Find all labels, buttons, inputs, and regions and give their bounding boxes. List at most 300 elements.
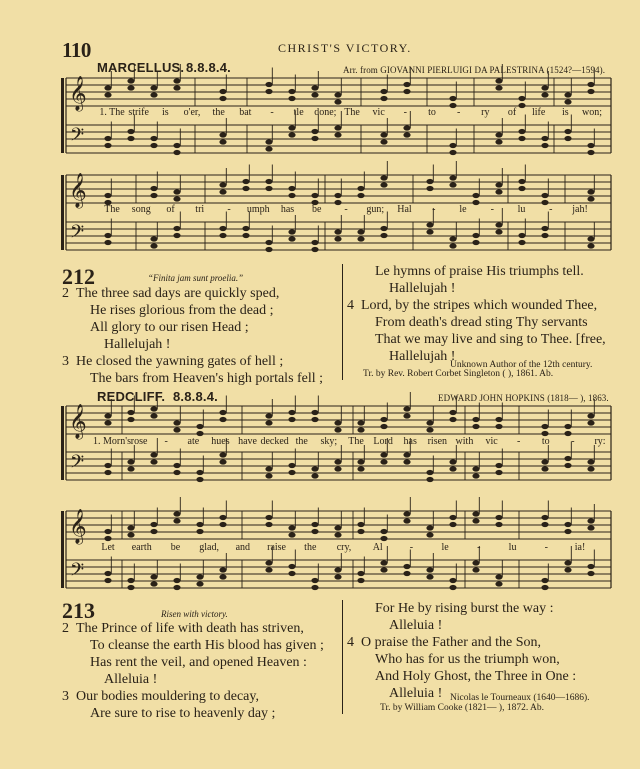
lyric-syllable: won; (582, 107, 602, 118)
verse-line (62, 688, 259, 705)
lyric-syllable: song (131, 204, 151, 215)
note-head (173, 189, 180, 194)
note-head (150, 186, 157, 191)
note-head (311, 240, 318, 245)
bass-clef: 𝄢 (70, 125, 85, 150)
lyric-line (0, 542, 640, 556)
note-head (564, 522, 571, 527)
note-head (587, 571, 594, 576)
note-head (518, 240, 525, 245)
note-head (541, 459, 548, 464)
lyric-syllable: le (441, 542, 449, 553)
treble-clef: 𝄞 (69, 173, 87, 208)
note-head (334, 574, 341, 579)
note-head (541, 233, 548, 238)
verse-text: Who has for us the triumph won, (375, 652, 560, 667)
note-head (265, 240, 272, 245)
note-head (541, 92, 548, 97)
translator-credit: Tr. by Rev. Robert Corbet Singleton ( ), 1861. Ab. (363, 369, 554, 379)
bass-clef: 𝄢 (70, 560, 85, 585)
note-head (311, 466, 318, 471)
note-head (219, 459, 226, 464)
note-head (150, 413, 157, 418)
verse-text: He closed the yawning gates of hell ; (76, 354, 284, 369)
note-head (449, 585, 456, 590)
note-head (495, 132, 502, 137)
note-head (449, 182, 456, 187)
syllable-hyphen: - (164, 436, 168, 447)
note-head (357, 466, 364, 471)
note-head (311, 417, 318, 422)
note-head (334, 427, 341, 432)
note-head (403, 452, 410, 457)
note-head (219, 417, 226, 422)
note-head (426, 427, 433, 432)
lyric-syllable: cry, (336, 542, 352, 553)
note-head (150, 581, 157, 586)
verse-line (62, 353, 283, 370)
note-head (587, 82, 594, 87)
lyric-syllable: ry: (594, 436, 606, 447)
verse-text: And Holy Ghost, the Three in One : (375, 669, 577, 684)
note-head (311, 410, 318, 415)
lyric-syllable: 1. Morn's (93, 436, 131, 447)
verse-line (347, 331, 606, 348)
note-head (104, 193, 111, 198)
lyric-syllable: is (161, 107, 169, 118)
verse-line (62, 370, 323, 387)
note-head (219, 96, 226, 101)
note-head (357, 420, 364, 425)
lyric-syllable: the (295, 436, 308, 447)
author-credit: Unknown Author of the 12th century. (450, 360, 593, 370)
note-head (104, 571, 111, 576)
syllable-hyphen: - (432, 204, 436, 215)
note-head (104, 136, 111, 141)
note-head (380, 459, 387, 464)
verse-text: Are sure to rise to heavenly day ; (90, 706, 276, 721)
lyric-syllable: life (531, 107, 546, 118)
note-head (380, 132, 387, 137)
note-head (495, 229, 502, 234)
translator-credit: Tr. by William Cooke (1821— ), 1872. Ab. (380, 703, 545, 713)
note-head (311, 247, 318, 252)
note-head (219, 182, 226, 187)
verse-line (62, 285, 279, 302)
note-head (449, 143, 456, 148)
verse-text: Alleluia ! (389, 686, 443, 701)
note-head (587, 89, 594, 94)
hymn-motto: Risen with victory. (161, 609, 228, 619)
lyric-syllable: Let (101, 542, 115, 553)
lyric-syllable: of (507, 107, 517, 118)
note-head (150, 136, 157, 141)
tune-name: MARCELLUS. (97, 60, 185, 75)
note-head (311, 529, 318, 534)
lyric-syllable: done; (314, 107, 337, 118)
note-head (104, 463, 111, 468)
hymn-number: 212 (62, 264, 95, 289)
note-head (311, 522, 318, 527)
lyric-syllable: lu (508, 542, 517, 553)
section-title: CHRIST'S VICTORY. (278, 41, 412, 55)
note-head (265, 89, 272, 94)
note-head (196, 574, 203, 579)
note-head (265, 146, 272, 151)
note-head (495, 139, 502, 144)
note-head (564, 456, 571, 461)
note-head (587, 189, 594, 194)
syllable-hyphen: - (490, 204, 494, 215)
note-head (173, 585, 180, 590)
lyric-syllable: Lord (373, 436, 393, 447)
verse-number: 3 (62, 689, 69, 704)
note-head (380, 560, 387, 565)
note-head (219, 226, 226, 231)
note-head (219, 89, 226, 94)
lyric-syllable: risen (427, 436, 448, 447)
verse-text: For He by rising burst the way : (375, 601, 554, 616)
note-head (150, 529, 157, 534)
note-head (449, 417, 456, 422)
note-head (564, 529, 571, 534)
note-head (334, 236, 341, 241)
composer-credit: EDWARD JOHN HOPKINS (1818— ), 1863. (438, 393, 609, 403)
note-head (587, 466, 594, 471)
lyric-syllable: The (344, 107, 360, 118)
note-head (403, 82, 410, 87)
lyric-syllable: The (104, 204, 120, 215)
note-head (380, 226, 387, 231)
note-head (403, 406, 410, 411)
note-head (127, 585, 134, 590)
note-head (403, 564, 410, 569)
lyric-syllable: bat (239, 107, 252, 118)
note-head (334, 525, 341, 530)
note-head (219, 515, 226, 520)
note-head (426, 525, 433, 530)
lyric-syllable: is (561, 107, 569, 118)
note-head (265, 473, 272, 478)
treble-clef: 𝄞 (69, 404, 87, 439)
note-head (449, 243, 456, 248)
note-head (587, 243, 594, 248)
note-head (426, 420, 433, 425)
note-head (104, 420, 111, 425)
syllable-hyphen: - (270, 107, 274, 118)
verse-text: He rises glorious from the dead ; (90, 303, 274, 318)
lyric-syllable: the (304, 542, 317, 553)
lyric-syllable: to (428, 107, 436, 118)
lyric-syllable: tri (195, 204, 205, 215)
note-head (334, 532, 341, 537)
verse-text: Lord, by the stripes which wounded Thee, (361, 298, 598, 313)
note-head (357, 529, 364, 534)
note-head (127, 532, 134, 537)
note-head (380, 424, 387, 429)
note-head (265, 413, 272, 418)
note-head (334, 92, 341, 97)
syllable-hyphen: - (549, 204, 553, 215)
note-head (380, 417, 387, 422)
note-head (104, 536, 111, 541)
verse-line (347, 314, 588, 331)
note-head (219, 189, 226, 194)
lyric-syllable: earth (131, 542, 152, 553)
note-head (265, 567, 272, 572)
verse-text: Le hymns of praise His triumphs tell. (375, 264, 584, 279)
lyric-syllable: o'er, (183, 107, 201, 118)
note-head (288, 410, 295, 415)
note-head (127, 417, 134, 422)
note-head (587, 518, 594, 523)
note-head (104, 470, 111, 475)
verse-text: Alleluia ! (104, 672, 158, 687)
note-head (173, 470, 180, 475)
verse-line (347, 685, 442, 702)
verse-line (62, 705, 275, 722)
note-head (173, 78, 180, 83)
note-head (426, 179, 433, 184)
note-head (150, 92, 157, 97)
note-head (380, 182, 387, 187)
verse-line (62, 620, 304, 637)
note-head (449, 459, 456, 464)
lyric-syllable: ry (481, 107, 490, 118)
lyric-syllable: to (541, 436, 550, 447)
note-head (334, 132, 341, 137)
note-head (265, 522, 272, 527)
note-head (173, 196, 180, 201)
note-head (541, 466, 548, 471)
note-head (403, 571, 410, 576)
verse-number: 3 (62, 354, 69, 369)
note-head (472, 560, 479, 565)
note-head (403, 518, 410, 523)
note-head (288, 236, 295, 241)
note-head (196, 581, 203, 586)
note-head (127, 78, 134, 83)
note-head (150, 406, 157, 411)
note-head (288, 463, 295, 468)
note-head (564, 129, 571, 134)
note-head (495, 424, 502, 429)
verse-text: The Prince of life with death has striven, (76, 621, 304, 636)
note-head (334, 229, 341, 234)
note-head (357, 236, 364, 241)
lyric-syllable: The (348, 436, 364, 447)
note-head (380, 139, 387, 144)
note-head (288, 132, 295, 137)
note-head (150, 522, 157, 527)
note-head (426, 470, 433, 475)
tune-meter: 8.8.8.4. (186, 60, 231, 75)
note-head (104, 413, 111, 418)
note-head (587, 143, 594, 148)
note-head (564, 560, 571, 565)
note-head (173, 420, 180, 425)
note-head (173, 427, 180, 432)
note-head (472, 466, 479, 471)
note-head (449, 96, 456, 101)
note-head (449, 175, 456, 180)
verse-number: 4 (347, 298, 354, 313)
note-head (449, 578, 456, 583)
note-head (104, 233, 111, 238)
note-head (288, 470, 295, 475)
lyric-syllable: has (403, 436, 417, 447)
note-head (541, 143, 548, 148)
lyric-line (0, 436, 640, 450)
note-head (127, 459, 134, 464)
author-credit: Nicolas le Tourneaux (1640—1686). (450, 693, 590, 703)
note-head (495, 470, 502, 475)
note-head (472, 417, 479, 422)
lyric-syllable: le (459, 204, 467, 215)
note-head (357, 578, 364, 583)
note-head (242, 186, 249, 191)
lyric-syllable: Al (372, 542, 383, 553)
note-head (472, 233, 479, 238)
note-head (541, 424, 548, 429)
lyric-syllable: decked (260, 436, 289, 447)
lyric-syllable: with (455, 436, 474, 447)
verse-line (347, 297, 597, 314)
verse-line (347, 263, 584, 280)
note-head (495, 182, 502, 187)
note-head (426, 532, 433, 537)
note-head (173, 233, 180, 238)
lyric-syllable: ate (187, 436, 200, 447)
note-head (541, 522, 548, 527)
note-head (288, 417, 295, 422)
note-head (587, 150, 594, 155)
verse-line (347, 600, 553, 617)
note-head (449, 150, 456, 155)
note-head (518, 96, 525, 101)
note-head (472, 424, 479, 429)
lyric-syllable: umph (246, 204, 270, 215)
verse-text: Hallelujah ! (389, 281, 456, 296)
note-head (150, 85, 157, 90)
page-number: 110 (62, 38, 91, 62)
note-head (426, 477, 433, 482)
note-head (357, 459, 364, 464)
verse-line (62, 671, 157, 688)
note-head (334, 459, 341, 464)
syllable-hyphen: - (516, 436, 521, 447)
note-head (564, 99, 571, 104)
verse-line (62, 637, 324, 654)
note-head (288, 525, 295, 530)
lyric-syllable: vic (372, 107, 385, 118)
note-head (403, 125, 410, 130)
note-head (104, 92, 111, 97)
note-head (495, 581, 502, 586)
note-head (173, 578, 180, 583)
note-head (311, 473, 318, 478)
verse-line (347, 634, 541, 651)
note-head (104, 85, 111, 90)
note-head (173, 463, 180, 468)
note-head (104, 143, 111, 148)
lyric-syllable: be (170, 542, 181, 553)
note-head (265, 420, 272, 425)
lyric-syllable: glad, (199, 542, 219, 553)
syllable-hyphen: - (344, 204, 348, 215)
note-head (150, 459, 157, 464)
bass-clef: 𝄢 (70, 222, 85, 247)
note-head (219, 567, 226, 572)
note-head (334, 125, 341, 130)
note-head (495, 522, 502, 527)
column-divider (342, 600, 343, 714)
note-head (357, 193, 364, 198)
syllable-hyphen: - (227, 204, 231, 215)
note-head (127, 578, 134, 583)
note-head (403, 511, 410, 516)
note-head (265, 247, 272, 252)
note-head (587, 525, 594, 530)
note-head (518, 186, 525, 191)
note-head (518, 233, 525, 238)
note-head (472, 193, 479, 198)
note-head (219, 410, 226, 415)
note-head (334, 567, 341, 572)
note-head (587, 459, 594, 464)
note-head (380, 529, 387, 534)
note-head (449, 522, 456, 527)
syllable-hyphen: - (403, 107, 407, 118)
note-head (495, 463, 502, 468)
note-head (564, 424, 571, 429)
lyric-syllable: 1. The (99, 107, 125, 118)
verse-text: Our bodies mouldering to decay, (76, 689, 259, 704)
verse-text: Has rent the veil, and opened Heaven : (90, 655, 307, 670)
lyric-syllable: sky; (320, 436, 338, 447)
note-head (518, 136, 525, 141)
note-head (541, 193, 548, 198)
verse-line (62, 336, 170, 353)
note-head (288, 532, 295, 537)
note-head (357, 427, 364, 432)
note-head (219, 233, 226, 238)
note-head (564, 92, 571, 97)
note-head (265, 179, 272, 184)
note-head (265, 466, 272, 471)
treble-clef: 𝄞 (69, 509, 87, 544)
note-head (449, 466, 456, 471)
verse-text: O praise the Father and the Son, (361, 635, 542, 650)
lyric-syllable: jah! (572, 204, 588, 215)
syllable-hyphen: - (571, 436, 575, 447)
note-head (173, 518, 180, 523)
note-head (334, 193, 341, 198)
note-head (265, 560, 272, 565)
lyric-syllable: ia! (574, 542, 586, 553)
verse-number: 2 (62, 621, 69, 636)
note-head (495, 189, 502, 194)
note-head (380, 96, 387, 101)
syllable-hyphen: - (477, 542, 481, 553)
note-head (104, 578, 111, 583)
note-head (426, 229, 433, 234)
note-head (449, 410, 456, 415)
verse-line (347, 617, 442, 634)
verse-line (62, 654, 307, 671)
note-head (127, 136, 134, 141)
note-head (587, 420, 594, 425)
